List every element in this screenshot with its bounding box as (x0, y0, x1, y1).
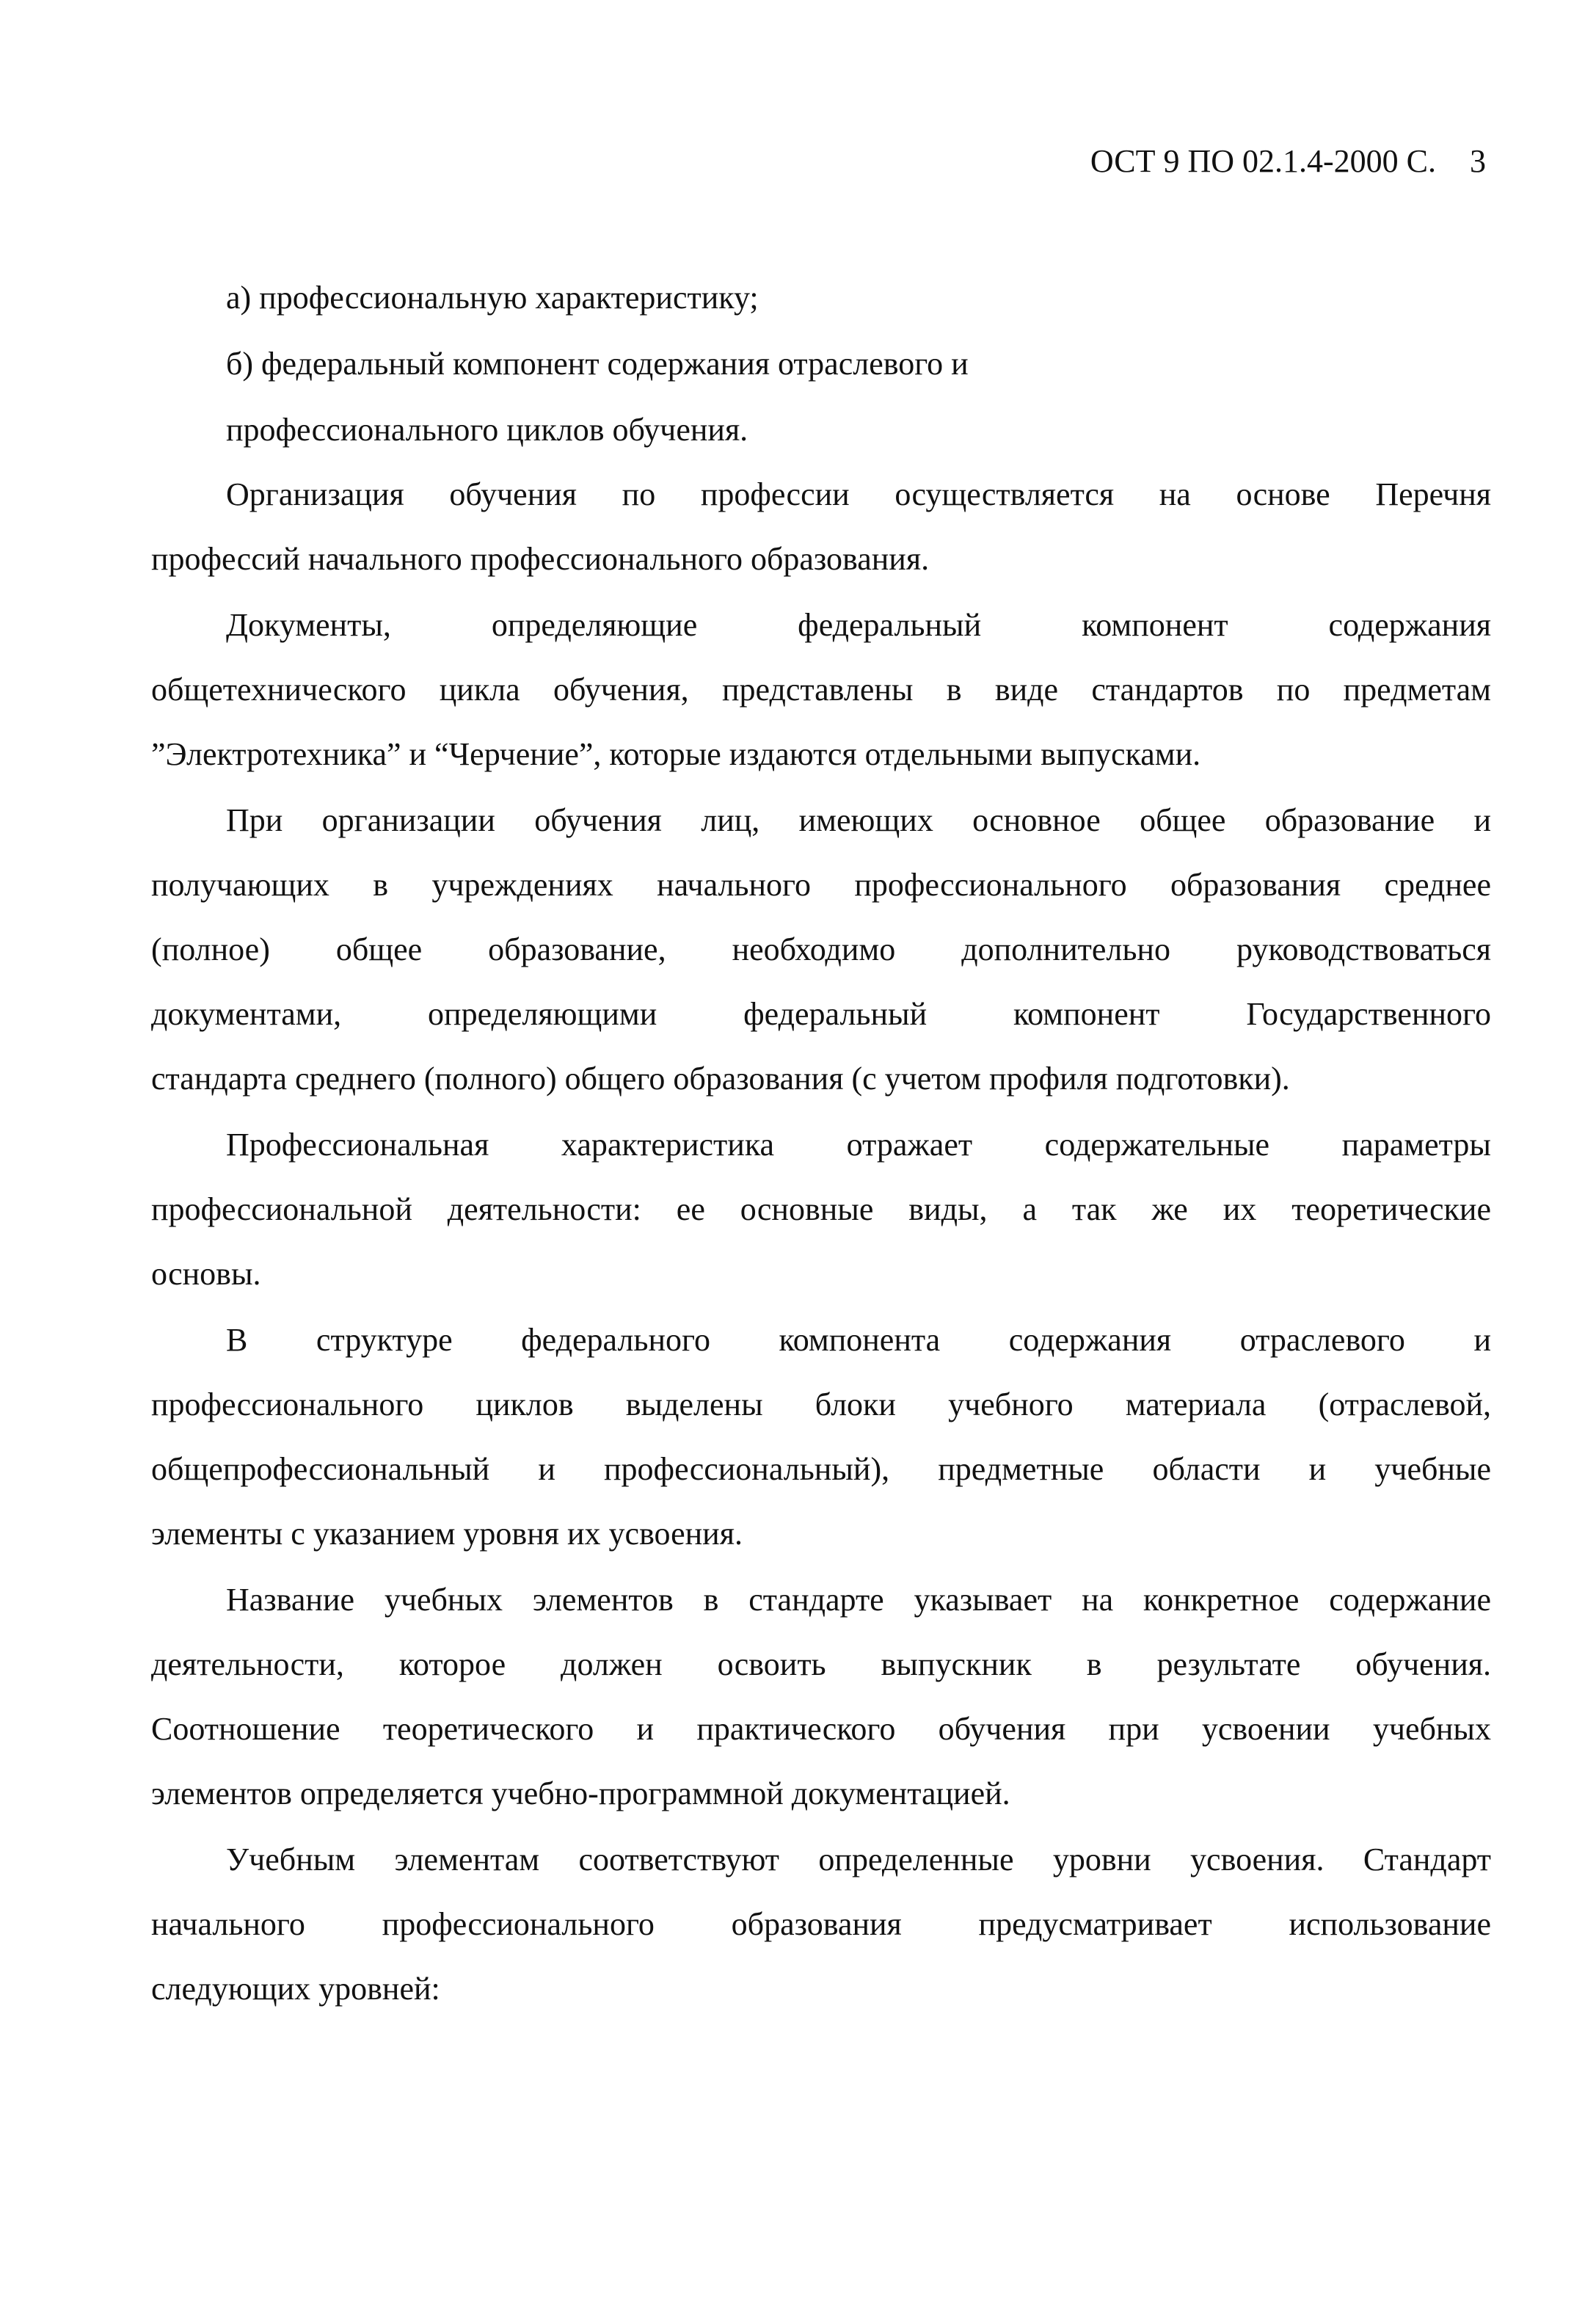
paragraph-line: начального профессионального образования предусматривает использование (151, 1906, 1491, 1942)
paragraph-line: стандарта среднего (полного) общего образования (с учетом профиля подготовки). (151, 1061, 1290, 1097)
paragraph-line: общетехнического цикла обучения, представлены в виде стандартов по предметам (151, 672, 1491, 708)
paragraph-line: Документы, определяющие федеральный компонент содержания (226, 607, 1491, 643)
paragraph-line: Название учебных элементов в стандарте указывает на конкретное содержание (226, 1582, 1491, 1618)
paragraph-line: Соотношение теоретического и практического обучения при усвоении учебных (151, 1711, 1491, 1747)
paragraph-line: элементы с указанием уровня их усвоения. (151, 1516, 743, 1552)
paragraph-line: (полное) общее образование, необходимо дополнительно руководствоваться (151, 931, 1491, 967)
paragraph-line: следующих уровней: (151, 1971, 440, 2007)
paragraph-line: Организация обучения по профессии осуществляется на основе Перечня (226, 476, 1491, 512)
paragraph-line: общепрофессиональный и профессиональный), предметные области и учебные (151, 1451, 1491, 1487)
paragraph-line: основы. (151, 1256, 261, 1292)
paragraph-line: элементов определяется учебно-программной документацией. (151, 1775, 1010, 1811)
paragraph-line: документами, определяющими федеральный компонент Государственного (151, 996, 1491, 1032)
paragraph-line: получающих в учреждениях начального профессионального образования среднее (151, 867, 1491, 903)
paragraph-line: профессиональной деятельности: ее основные виды, а так же их теоретические (151, 1191, 1491, 1227)
page-header (1090, 139, 1486, 183)
paragraph-line: Учебным элементам соответствуют определенные уровни усвоения. Стандарт (226, 1842, 1491, 1877)
list-item-a: а) профессиональную характеристику; (226, 280, 759, 316)
list-item-b-continuation: профессионального циклов обучения. (226, 412, 748, 448)
paragraph-line: профессионального циклов выделены блоки учебного материала (отраслевой, (151, 1386, 1491, 1422)
page-number: 3 (1470, 143, 1486, 179)
paragraph-line: профессий начального профессионального образования. (151, 541, 930, 577)
paragraph-line: деятельности, которое должен освоить выпускник в результате обучения. (151, 1646, 1491, 1682)
list-item-b: б) федеральный компонент содержания отраслевого и (226, 346, 969, 382)
paragraph-line: В структуре федерального компонента содержания отраслевого и (226, 1322, 1491, 1358)
paragraph-line: Профессиональная характеристика отражает содержательные параметры (226, 1127, 1491, 1163)
standard-code: ОСТ 9 ПО 02.1.4-2000 С. (1090, 143, 1436, 179)
paragraph-line: ”Электротехника” и “Черчение”, которые издаются отдельными выпусками. (151, 736, 1201, 772)
paragraph-line: При организации обучения лиц, имеющих основное общее образование и (226, 802, 1491, 838)
